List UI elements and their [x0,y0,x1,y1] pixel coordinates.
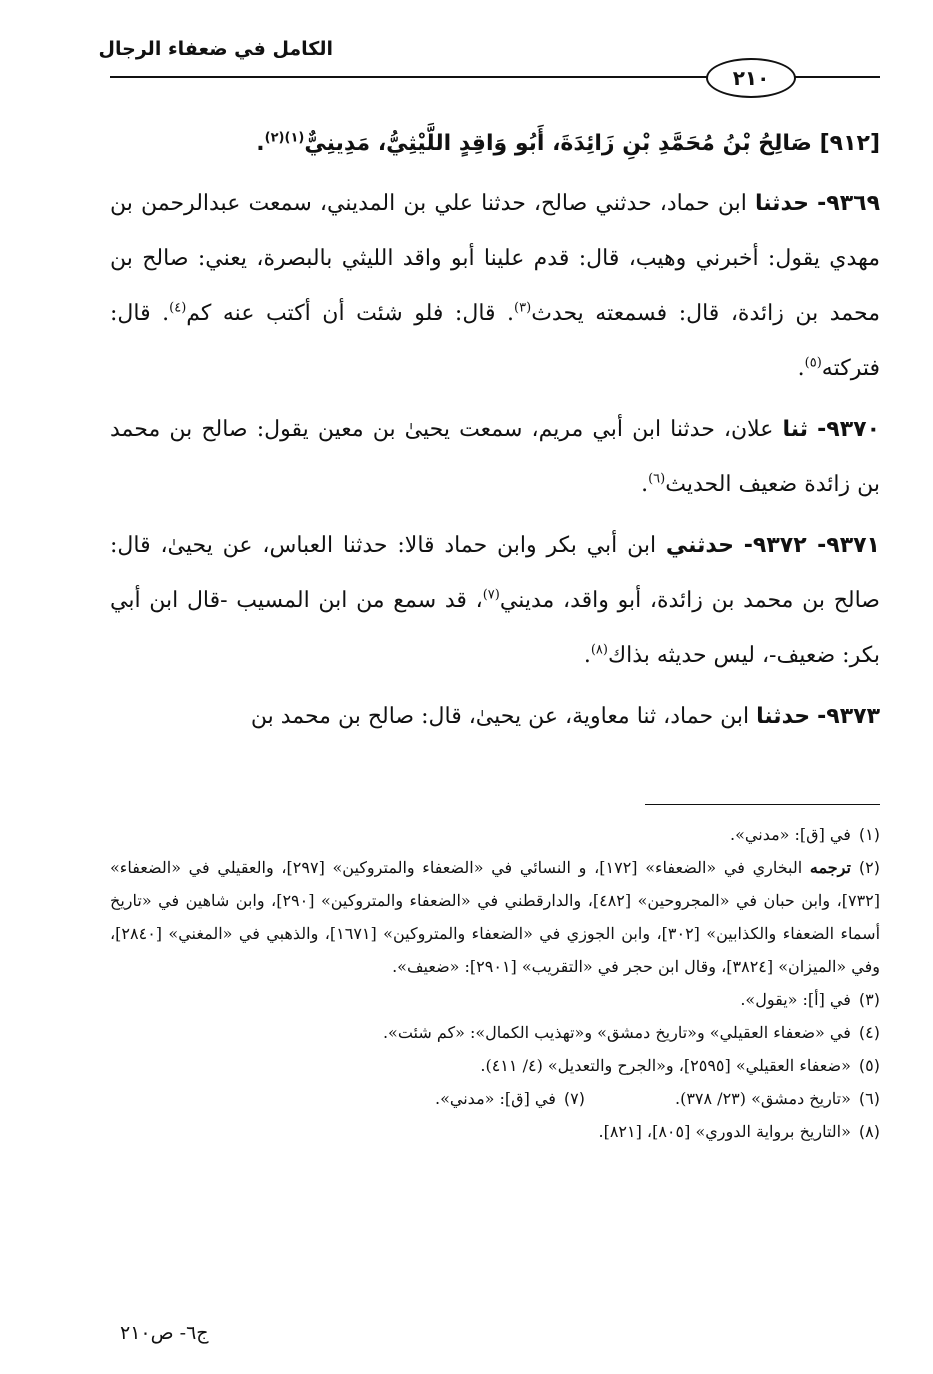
main-text [110,118,880,750]
paragraph-text: . [797,356,805,381]
narration-keyword: حدثنا [754,191,810,216]
footnote-7 [435,1082,585,1115]
paragraph-text: علان، حدثنا ابن أبي مريم، سمعت يحيىٰ بن معين يقول: صالح بن محمد بن زائدة ضعيف الحديث [110,417,880,497]
narration-keyword: ثنا [782,417,809,442]
narration-keyword: حدثني [665,533,734,558]
footnote-mark: (٦) [858,1089,880,1108]
page-number-text: ٢١٠ [732,66,770,90]
footnote-5 [110,1049,880,1082]
narration-keyword: حدثنا [756,704,811,729]
footnote-rule [645,804,880,805]
paragraph-text: ابن حماد، حدثني صالح، حدثنا علي بن المديني، سمعت عبدالرحمن بن مهدي يقول: أخبرني وهيب، قال: قدم علينا أبو واقد الليثي بالبصرة، يعني: صالح بن محمد بن زائدة، قال: فسمعته يحدث [110,191,880,326]
paragraph-text: ابن حماد، ثنا معاوية، عن يحيىٰ، قال: صالح بن محمد بن [250,704,750,729]
paragraph-9371-9372 [110,518,880,683]
paragraph-text: . قال: فلو شئت أن أكتب عنه كم [186,301,515,326]
footnote-mark: (٧) [563,1089,585,1108]
paragraph-9373 [110,689,880,744]
footnote-text: في [ق]: «مدني». [435,1089,556,1108]
entry-heading-end: . [256,131,265,156]
footnote-mark: (١) [858,825,880,844]
hadith-number: ٩٣٧٠- [817,417,880,442]
paragraph-9369 [110,176,880,396]
running-title: الكامل في ضعفاء الرجال [98,38,333,60]
footnote-pair-6-7 [110,1082,880,1115]
entry-heading-text: [٩١٢] صَالِحُ بْنُ مُحَمَّدِ بْنِ زَائِدَةَ، أَبُو وَاقِدٍ اللَّيْثِيُّ، مَدِينِيٌّ [304,131,880,156]
footnote-ref: (٣) [514,300,532,316]
footnote-mark: (٨) [858,1122,880,1141]
footnote-8 [110,1115,880,1148]
footnote-text: في [أ]: «يقول». [740,990,851,1009]
footnote-ref: (٧) [482,587,500,603]
footnote-1 [110,818,880,851]
volume-page-reference: ج٦- ص٢١٠ [120,1322,209,1344]
footnote-text: «التاريخ برواية الدوري» [٨٠٥]، [٨٢١]. [598,1122,851,1141]
footnote-3 [110,983,880,1016]
footnotes [110,818,880,1148]
paragraph-text: . [583,643,591,668]
footnote-2 [110,851,880,983]
footnote-mark: (٢) [858,858,881,877]
entry-heading-notes: (١)(٢) [264,130,305,146]
footnote-ref: (٨) [590,642,608,658]
footnote-text: في «ضعفاء العقيلي» و«تاريخ دمشق» و«تهذيب الكمال»: «كم شئت». [382,1023,851,1042]
footnote-mark: (٥) [858,1056,880,1075]
paragraph-text: ، قد سمع من ابن المسيب -قال ابن أبي بكر: ضعيف-، ليس حديثه بذاك [110,588,880,668]
hadith-number: ٩٣٦٩- [817,191,880,216]
footnote-mark: (٣) [858,990,880,1009]
hadith-number: ٩٣٧١- ٩٣٧٢- [743,533,880,558]
footnote-ref: (٦) [648,471,666,487]
paragraph-9370 [110,402,880,512]
footnote-text: في [ق]: «مدني». [730,825,851,844]
footnote-bold-word: ترجمه [809,858,851,877]
footnote-text: «ضعفاء العقيلي» [٢٥٩٥]، و«الجرح والتعديل» (٤/ ٤١١). [480,1056,851,1075]
footnote-text: «تاريخ دمشق» (٢٣/ ٣٧٨). [674,1089,851,1108]
page-number [706,58,796,98]
paragraph-text: . قال: فتركته [110,301,880,381]
footnote-mark: (٤) [858,1023,880,1042]
footnote-ref: (٥) [804,355,822,371]
paragraph-text: ابن أبي بكر وابن حماد قالا: حدثنا العباس، عن يحيىٰ، قال: صالح بن محمد بن زائدة، أبو واقد، مديني [110,533,880,613]
footnote-6 [675,1082,880,1115]
footnote-4 [110,1016,880,1049]
footnote-ref: (٤) [169,300,187,316]
entry-heading [110,118,880,170]
hadith-number: ٩٣٧٣- [817,704,880,729]
paragraph-text: . [641,472,649,497]
footnote-text: البخاري في «الضعفاء» [١٧٢]، و النسائي في «الضعفاء والمتروكين» [٢٩٧]، والعقيلي في «الضعفاء» [٧٣٢]، وابن حبان في «المجروحين» [٤٨٢]، والدارقطني في «الضعفاء والمتروكين» [٢٩٠]، وابن شاهين في «تاريخ أسماء الضعفاء والكذابين» [٣٠٢]، وابن الجوزي في «الضعفاء والمتروكين» [١٦٧١]، والذهبي في «المغني» [٢٨٤٠]، وفي «الميزان» [٣٨٢٤]، وقال ابن حجر في «التقريب» [٢٩٠١]: «ضعيف». [110,858,881,976]
